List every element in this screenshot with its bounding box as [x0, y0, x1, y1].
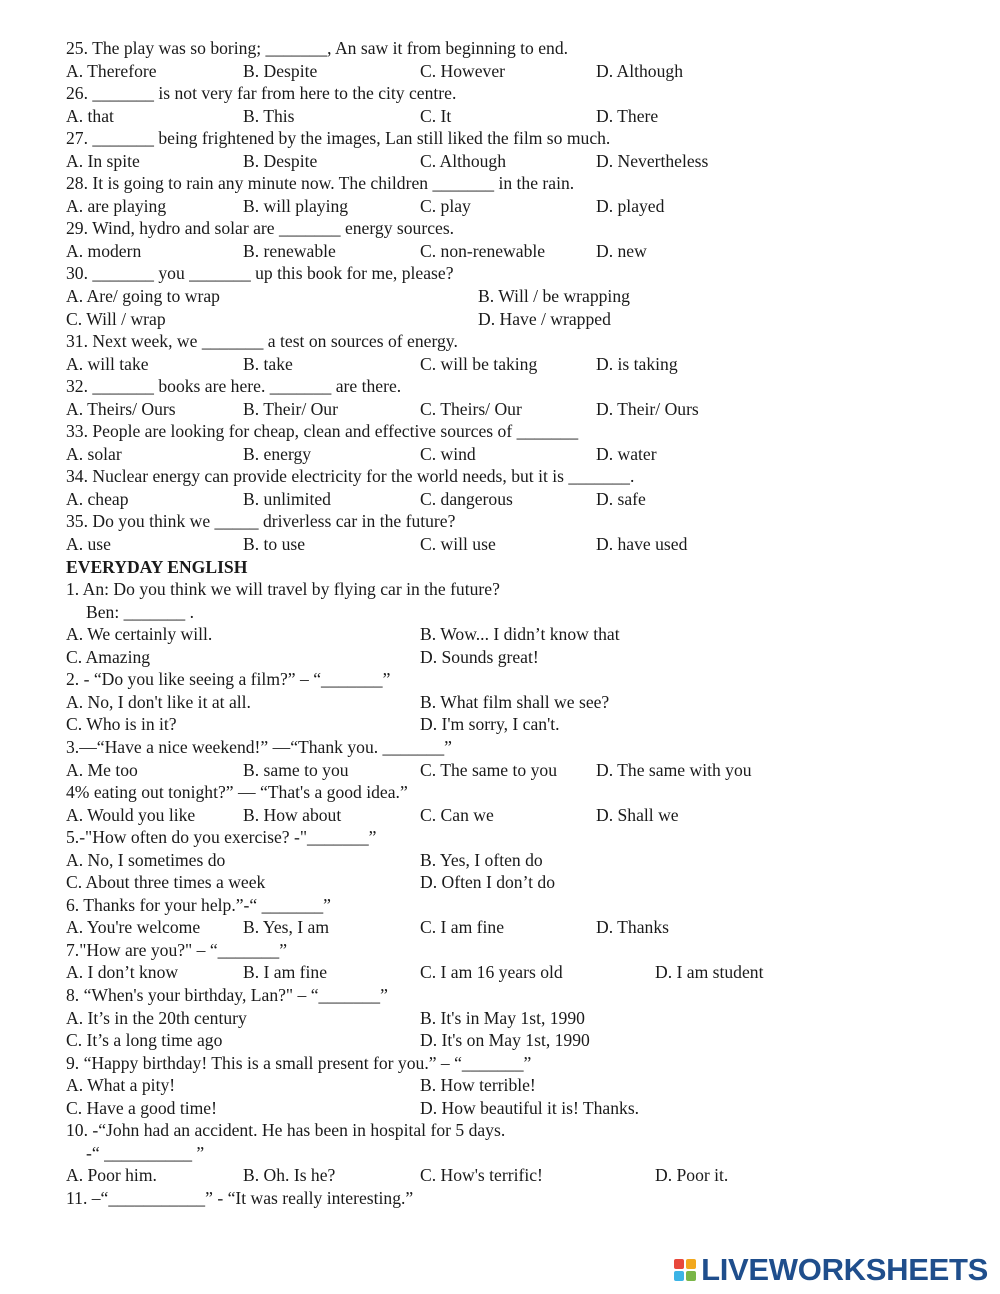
- worksheet: [66, 37, 966, 1209]
- question-text: 31. Next week, we _______ a test on sources of energy.: [66, 331, 458, 352]
- answer-options-row: [66, 443, 966, 466]
- answer-option[interactable]: D. Sounds great!: [420, 646, 539, 667]
- answer-option[interactable]: B. This: [243, 105, 295, 126]
- answer-option[interactable]: C. The same to you: [420, 759, 557, 780]
- answer-option[interactable]: B. How about: [243, 804, 342, 825]
- section-heading: EVERYDAY ENGLISH: [66, 556, 248, 577]
- question-text: 6. Thanks for your help.”-“ _______”: [66, 894, 331, 915]
- answer-options-row: [66, 488, 966, 511]
- answer-option[interactable]: A. No, I sometimes do: [66, 849, 226, 870]
- answer-options-row: [66, 285, 966, 308]
- question-text: 29. Wind, hydro and solar are _______ energy sources.: [66, 218, 455, 239]
- answer-option[interactable]: C. play: [420, 195, 471, 216]
- answer-option[interactable]: A. No, I don't like it at all.: [66, 691, 251, 712]
- answer-option[interactable]: C. Theirs/ Our: [420, 398, 522, 419]
- answer-option[interactable]: B. renewable: [243, 240, 336, 261]
- liveworksheets-logo[interactable]: [674, 1253, 988, 1287]
- answer-option[interactable]: A. Therefore: [66, 60, 157, 81]
- answer-option[interactable]: D. Have / wrapped: [478, 308, 611, 329]
- answer-option[interactable]: C. dangerous: [420, 488, 513, 509]
- dialogue-line: Ben: _______ .: [86, 601, 195, 622]
- liveworksheets-logo-icon: [674, 1259, 696, 1281]
- question-text: 5.-"How often do you exercise? -"_______”: [66, 827, 377, 848]
- answer-option[interactable]: D. played: [596, 195, 665, 216]
- answer-options-row: [66, 398, 966, 421]
- answer-options-row: [66, 1164, 966, 1187]
- answer-option[interactable]: B. What film shall we see?: [420, 691, 610, 712]
- question-text: 3.—“Have a nice weekend!” —“Thank you. _______”: [66, 736, 452, 757]
- answer-options-row: [66, 60, 966, 83]
- question-text: 32. _______ books are here. _______ are there.: [66, 376, 402, 397]
- answer-options-row: [66, 871, 966, 894]
- answer-option[interactable]: D. Poor it.: [655, 1165, 729, 1186]
- answer-options-row: [66, 804, 966, 827]
- answer-option[interactable]: A. Would you like: [66, 804, 196, 825]
- answer-option[interactable]: B. to use: [243, 534, 306, 555]
- answer-option[interactable]: D. have used: [596, 534, 688, 555]
- answer-option[interactable]: D. I am student: [655, 962, 764, 983]
- answer-option[interactable]: C. Have a good time!: [66, 1097, 217, 1118]
- answer-option[interactable]: D. It's on May 1st, 1990: [420, 1030, 590, 1051]
- answer-option[interactable]: C. It’s a long time ago: [66, 1030, 223, 1051]
- answer-option[interactable]: C. wind: [420, 443, 476, 464]
- question-text: 4% eating out tonight?” — “That's a good idea.”: [66, 782, 408, 803]
- answer-option[interactable]: A. use: [66, 534, 111, 555]
- answer-option[interactable]: B. Yes, I often do: [420, 849, 543, 870]
- answer-option[interactable]: C. About three times a week: [66, 872, 266, 893]
- answer-option[interactable]: D. Shall we: [596, 804, 679, 825]
- answer-option[interactable]: C. How's terrific!: [420, 1165, 543, 1186]
- answer-option[interactable]: D. is taking: [596, 353, 678, 374]
- question-text: 33. People are looking for cheap, clean and effective sources of _______: [66, 421, 579, 442]
- answer-option[interactable]: B. same to you: [243, 759, 349, 780]
- question-text: 25. The play was so boring; _______, An saw it from beginning to end.: [66, 38, 569, 58]
- answer-option[interactable]: A. Me too: [66, 759, 138, 780]
- answer-option[interactable]: C. non-renewable: [420, 240, 546, 261]
- answer-option[interactable]: D. Their/ Ours: [596, 398, 699, 419]
- question-text: 10. -“John had an accident. He has been in hospital for 5 days.: [66, 1120, 506, 1141]
- answer-options-row: [66, 1007, 966, 1030]
- question-text: 26. _______ is not very far from here to the city centre.: [66, 83, 457, 104]
- question-text: 7."How are you?" – “_______”: [66, 939, 288, 960]
- answer-options-row: [66, 1097, 966, 1120]
- answer-option[interactable]: A. will take: [66, 353, 149, 374]
- answer-option[interactable]: B. Wow... I didn’t know that: [420, 624, 620, 645]
- answer-option[interactable]: A. Poor him.: [66, 1165, 157, 1186]
- answer-option[interactable]: B. take: [243, 353, 293, 374]
- answer-option[interactable]: B. Their/ Our: [243, 398, 338, 419]
- answer-option[interactable]: A. modern: [66, 240, 142, 261]
- answer-option[interactable]: A. Theirs/ Ours: [66, 398, 176, 419]
- answer-option[interactable]: D. new: [596, 240, 647, 261]
- answer-option[interactable]: C. will be taking: [420, 353, 538, 374]
- answer-option[interactable]: B. Will / be wrapping: [478, 286, 630, 307]
- answer-option[interactable]: A. What a pity!: [66, 1075, 176, 1096]
- answer-options-row: [66, 1074, 966, 1097]
- answer-options-row: [66, 961, 966, 984]
- answer-option[interactable]: B. unlimited: [243, 488, 331, 509]
- answer-option[interactable]: B. Despite: [243, 150, 318, 171]
- answer-option[interactable]: A. You're welcome: [66, 917, 201, 938]
- answer-option[interactable]: A. In spite: [66, 150, 140, 171]
- answer-option[interactable]: A. solar: [66, 443, 122, 464]
- question-text: 8. “When's your birthday, Lan?" – “_______”: [66, 984, 388, 1005]
- answer-options-row: [66, 353, 966, 376]
- question-text: 28. It is going to rain any minute now. The children _______ in the rain.: [66, 173, 575, 194]
- answer-option[interactable]: C. I am fine: [420, 917, 505, 938]
- answer-option[interactable]: B. I am fine: [243, 962, 328, 983]
- answer-options-row: [66, 1029, 966, 1052]
- answer-option[interactable]: A. cheap: [66, 488, 129, 509]
- answer-option[interactable]: C. Can we: [420, 804, 494, 825]
- answer-options-row: [66, 150, 966, 173]
- answer-option[interactable]: A. that: [66, 105, 114, 126]
- answer-option[interactable]: D. Although: [596, 60, 683, 81]
- answer-option[interactable]: B. Despite: [243, 60, 318, 81]
- answer-option[interactable]: C. Although: [420, 150, 507, 171]
- answer-option[interactable]: A. I don’t know: [66, 962, 179, 983]
- answer-option[interactable]: D. Often I don’t do: [420, 872, 556, 893]
- answer-option[interactable]: C. Amazing: [66, 646, 151, 667]
- answer-options-row: [66, 849, 966, 872]
- answer-option[interactable]: B. energy: [243, 443, 312, 464]
- answer-option[interactable]: C. I am 16 years old: [420, 962, 563, 983]
- answer-option[interactable]: A. It’s in the 20th century: [66, 1007, 247, 1028]
- question-text: 34. Nuclear energy can provide electricity for the world needs, but it is _______.: [66, 466, 635, 487]
- answer-option[interactable]: D. There: [596, 105, 659, 126]
- answer-options-row: [66, 240, 966, 263]
- answer-option[interactable]: D. How beautiful it is! Thanks.: [420, 1097, 640, 1118]
- dialogue-line: -“ __________ ”: [86, 1142, 205, 1163]
- logo-text: LIVEWORKSHEETS: [701, 1252, 988, 1287]
- question-text: 35. Do you think we _____ driverless car in the future?: [66, 511, 456, 532]
- answer-options-row: [66, 691, 966, 714]
- answer-options-row: [66, 105, 966, 128]
- answer-option[interactable]: A. We certainly will.: [66, 624, 213, 645]
- answer-option[interactable]: B. Yes, I am: [243, 917, 330, 938]
- answer-option[interactable]: D. Thanks: [596, 917, 669, 938]
- answer-option[interactable]: D. safe: [596, 488, 646, 509]
- answer-options-row: [66, 623, 966, 646]
- answer-option[interactable]: D. water: [596, 443, 657, 464]
- answer-options-row: [66, 195, 966, 218]
- question-text: 27. _______ being frightened by the images, Lan still liked the film so much.: [66, 128, 611, 149]
- question-text: 1. An: Do you think we will travel by flying car in the future?: [66, 579, 500, 600]
- answer-option[interactable]: C. It: [420, 105, 452, 126]
- answer-option[interactable]: B. How terrible!: [420, 1075, 536, 1096]
- answer-options-row: [66, 646, 966, 669]
- answer-option[interactable]: A. Are/ going to wrap: [66, 286, 220, 307]
- answer-option[interactable]: C. Will / wrap: [66, 308, 166, 329]
- answer-option[interactable]: A. are playing: [66, 195, 167, 216]
- answer-options-row: [66, 533, 966, 556]
- question-text: 30. _______ you _______ up this book for me, please?: [66, 263, 454, 284]
- answer-option[interactable]: D. The same with you: [596, 759, 752, 780]
- answer-option[interactable]: D. I'm sorry, I can't.: [420, 714, 560, 735]
- answer-options-row: [66, 916, 966, 939]
- question-text: 9. “Happy birthday! This is a small present for you.” – “_______”: [66, 1052, 532, 1073]
- answer-options-row: [66, 759, 966, 782]
- answer-option[interactable]: B. It's in May 1st, 1990: [420, 1007, 585, 1028]
- answer-option[interactable]: C. Who is in it?: [66, 714, 177, 735]
- answer-option[interactable]: B. will playing: [243, 195, 349, 216]
- answer-option[interactable]: D. Nevertheless: [596, 150, 709, 171]
- answer-options-row: [66, 308, 966, 331]
- answer-option[interactable]: C. However: [420, 60, 506, 81]
- answer-option[interactable]: C. will use: [420, 534, 496, 555]
- question-text: 11. –“___________” - “It was really interesting.”: [66, 1187, 414, 1208]
- answer-options-row: [66, 713, 966, 736]
- answer-option[interactable]: B. Oh. Is he?: [243, 1165, 336, 1186]
- question-text: 2. - “Do you like seeing a film?” – “_______”: [66, 669, 391, 690]
